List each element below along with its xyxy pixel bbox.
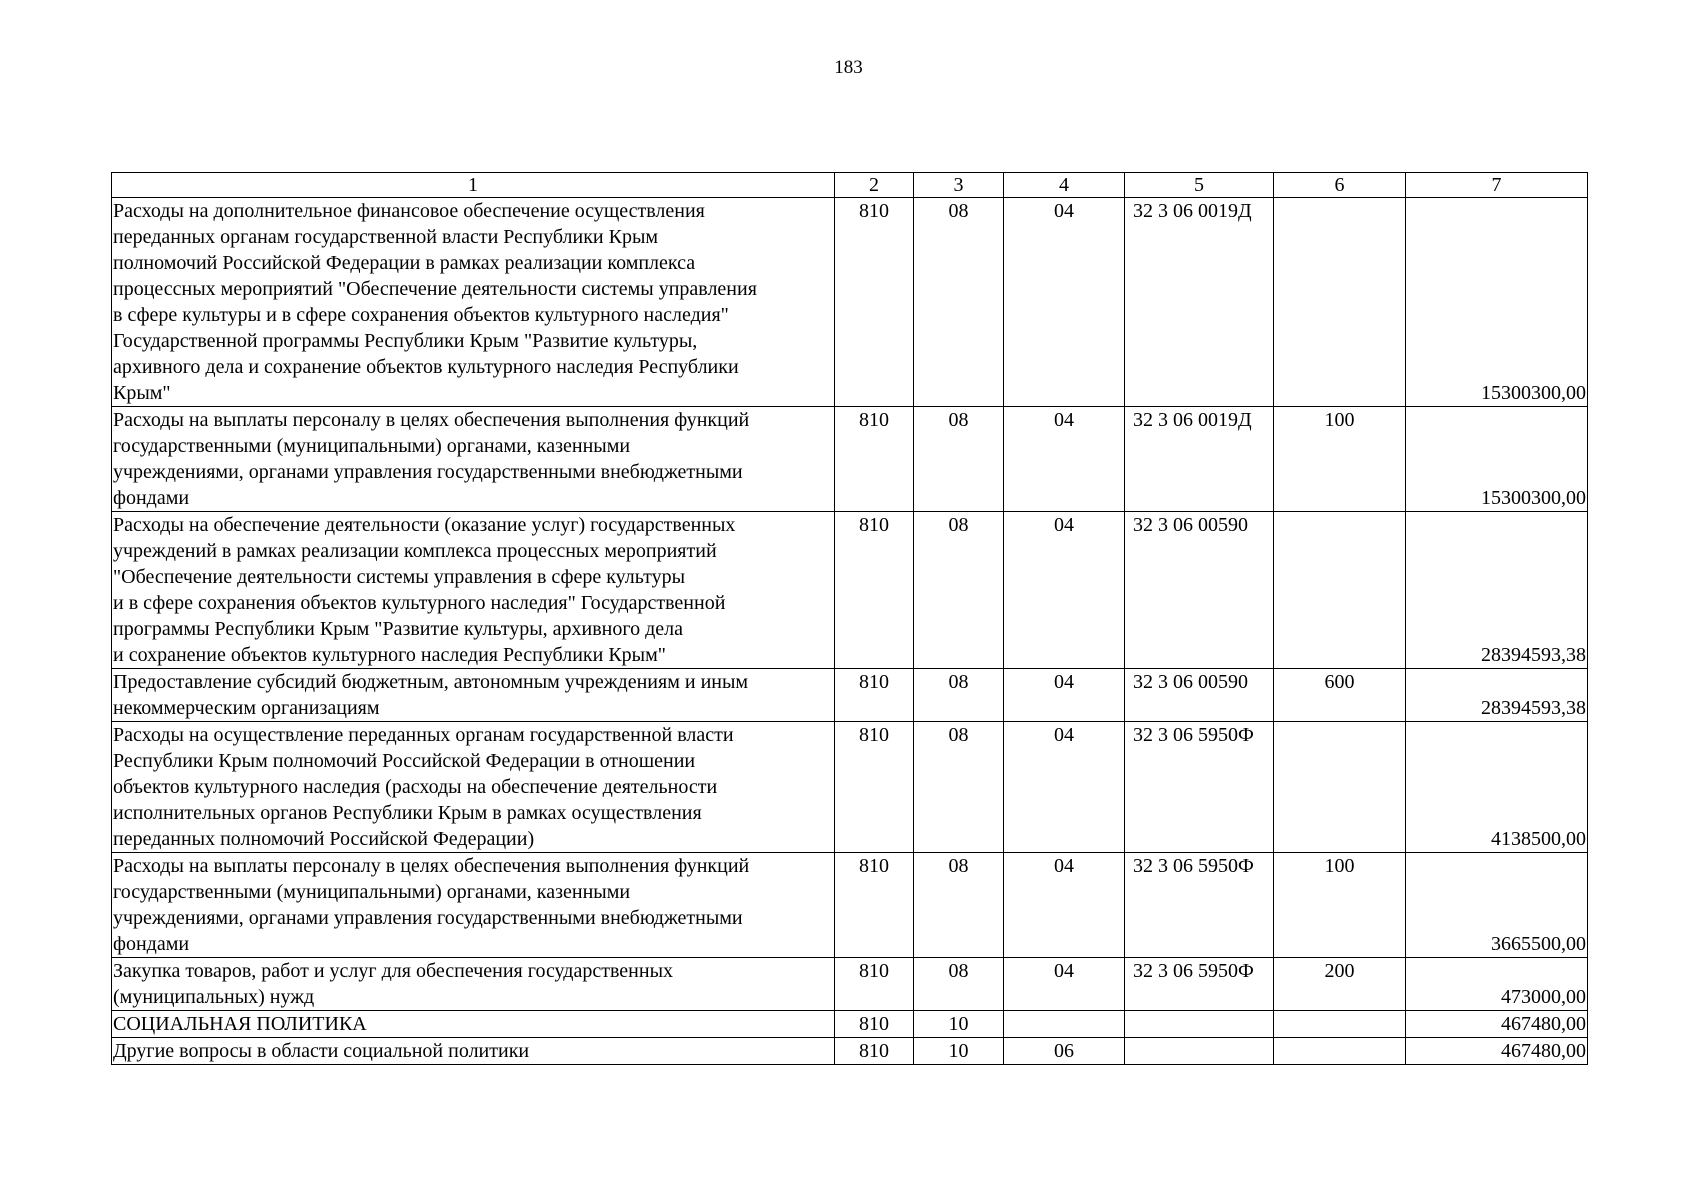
target-article-code [1125,1011,1274,1038]
grbs-code: 810 [835,853,914,958]
grbs-code: 810 [835,958,914,1011]
grbs-code: 810 [835,669,914,722]
target-article-code: 32 3 06 00590 [1125,512,1274,669]
budget-table [111,172,1588,1065]
expense-description: СОЦИАЛЬНАЯ ПОЛИТИКА [112,1011,835,1038]
column-header: 5 [1125,173,1274,198]
target-article-code [1125,1038,1274,1065]
expense-type-code: 100 [1274,407,1406,512]
expense-type-code: 100 [1274,853,1406,958]
section-code: 08 [914,722,1004,853]
expense-description: Другие вопросы в области социальной политики [112,1038,835,1065]
table-row [112,722,1588,853]
table-row [112,669,1588,722]
subsection-code: 06 [1004,1038,1125,1065]
expense-type-code [1274,722,1406,853]
section-code: 08 [914,512,1004,669]
expense-type-code: 600 [1274,669,1406,722]
subsection-code: 04 [1004,407,1125,512]
section-code: 10 [914,1038,1004,1065]
subsection-code: 04 [1004,512,1125,669]
subsection-code [1004,1011,1125,1038]
section-code: 08 [914,853,1004,958]
table-row [112,1038,1588,1065]
subsection-code: 04 [1004,198,1125,407]
amount: 28394593,38 [1406,512,1588,669]
table-row [112,512,1588,669]
expense-type-code [1274,1038,1406,1065]
column-header: 1 [112,173,835,198]
grbs-code: 810 [835,512,914,669]
target-article-code: 32 3 06 5950Ф [1125,722,1274,853]
expense-type-code [1274,512,1406,669]
section-code: 10 [914,1011,1004,1038]
subsection-code: 04 [1004,722,1125,853]
amount: 467480,00 [1406,1038,1588,1065]
amount: 28394593,38 [1406,669,1588,722]
amount: 4138500,00 [1406,722,1588,853]
grbs-code: 810 [835,1038,914,1065]
grbs-code: 810 [835,407,914,512]
section-code: 08 [914,407,1004,512]
expense-type-code: 200 [1274,958,1406,1011]
table-row [112,1011,1588,1038]
page-number: 183 [834,57,863,78]
column-header: 6 [1274,173,1406,198]
subsection-code: 04 [1004,853,1125,958]
section-code: 08 [914,198,1004,407]
table-row [112,198,1588,407]
table-row [112,958,1588,1011]
column-header: 3 [914,173,1004,198]
amount: 3665500,00 [1406,853,1588,958]
column-header: 2 [835,173,914,198]
expense-description: Закупка товаров, работ и услуг для обеспечения государственных (муниципальных) нужд [112,958,835,1011]
expense-type-code [1274,1011,1406,1038]
expense-type-code [1274,198,1406,407]
expense-description: Расходы на обеспечение деятельности (оказание услуг) государственных учреждений в рамках реализации комплекса процессных мероприятий "Обеспечение деятельности системы управления в сфере культуры и в сфере сохранения объектов культурного наследия" Государственной программы Республики Крым "Развитие культуры, архивного дела и сохранение объектов культурного наследия Республики Крым" [112,512,835,669]
column-header: 7 [1406,173,1588,198]
grbs-code: 810 [835,198,914,407]
grbs-code: 810 [835,722,914,853]
expense-description: Предоставление субсидий бюджетным, автономным учреждениям и иным некоммерческим организациям [112,669,835,722]
table-row [112,407,1588,512]
target-article-code: 32 3 06 00590 [1125,669,1274,722]
amount: 15300300,00 [1406,198,1588,407]
expense-description: Расходы на осуществление переданных органам государственной власти Республики Крым полномочий Российской Федерации в отношении объектов культурного наследия (расходы на обеспечение деятельности исполнительных органов Республики Крым в рамках осуществления переданных полномочий Российской Федерации) [112,722,835,853]
amount: 473000,00 [1406,958,1588,1011]
expense-description: Расходы на дополнительное финансовое обеспечение осуществления переданных органам государственной власти Республики Крым полномочий Российской Федерации в рамках реализации комплекса процессных мероприятий "Обеспечение деятельности системы управления в сфере культуры и в сфере сохранения объектов культурного наследия" Государственной программы Республики Крым "Развитие культуры, архивного дела и сохранение объектов культурного наследия Республики Крым" [112,198,835,407]
expense-description: Расходы на выплаты персоналу в целях обеспечения выполнения функций государственными (муниципальными) органами, казенными учреждениями, органами управления государственными внебюджетными фондами [112,853,835,958]
table-row [112,853,1588,958]
column-header: 4 [1004,173,1125,198]
section-code: 08 [914,669,1004,722]
target-article-code: 32 3 06 0019Д [1125,198,1274,407]
table-header-row [112,173,1588,198]
target-article-code: 32 3 06 5950Ф [1125,958,1274,1011]
subsection-code: 04 [1004,958,1125,1011]
amount: 467480,00 [1406,1011,1588,1038]
subsection-code: 04 [1004,669,1125,722]
section-code: 08 [914,958,1004,1011]
grbs-code: 810 [835,1011,914,1038]
target-article-code: 32 3 06 0019Д [1125,407,1274,512]
target-article-code: 32 3 06 5950Ф [1125,853,1274,958]
expense-description: Расходы на выплаты персоналу в целях обеспечения выполнения функций государственными (муниципальными) органами, казенными учреждениями, органами управления государственными внебюджетными фондами [112,407,835,512]
amount: 15300300,00 [1406,407,1588,512]
